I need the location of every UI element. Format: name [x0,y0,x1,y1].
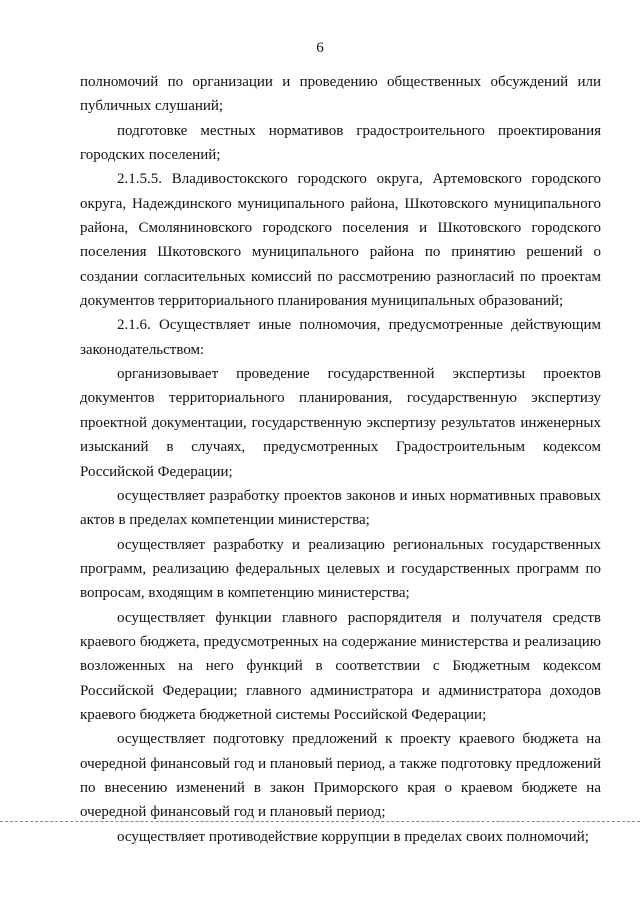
document-body [80,70,601,849]
paragraph-clause-2-1-6: 2.1.6. Осуществляет иные полномочия, предусмотренные действующим законодательством: [80,317,601,358]
paragraph-anti-corruption: осуществляет противодействие коррупции в пределах своих полномочий; [117,828,589,845]
paragraph-budget-proposals: осуществляет подготовку предложений к проекту краевого бюджета на очередной финансовый год и плановый период, а также подготовку предложений по внесению изменений в закон Приморского края о краевом бюджете на очередной финансовый год и плановый период; [80,731,601,821]
scan-dashed-line [0,821,640,822]
paragraph-continuation: полномочий по организации и проведению общественных обсуждений или публичных слушаний; [80,74,601,115]
paragraph-state-expertise: организовывает проведение государственной экспертизы проектов документов территориального планирования, государственную экспертизу проектной документации, государственную экспертизу результатов инженерных изысканий в случаях, предусмотренных Градостроительным кодексом Российской Федерации; [80,366,601,480]
page-number: 6 [316,40,324,56]
paragraph-draft-laws: осуществляет разработку проектов законов и иных нормативных правовых актов в пределах компетенции министерства; [80,487,601,529]
paragraph-urban-planning-norms: подготовке местных нормативов градостроительного проектирования городских поселений; [80,122,601,164]
paragraph-regional-programs: осуществляет разработку и реализацию региональных государственных программ, реализацию федеральных целевых и государственных программ по вопросам, входящим в компетенцию министерства; [80,536,601,602]
paragraph-clause-2-1-5-5: 2.1.5.5. Владивостокского городского округа, Артемовского городского округа, Надеждинского муниципального района, Шкотовского муниципального района, Смоляниновского городского поселения и Шкотовского городского поселения Шкотовского муниципального района по принятию решений о создании согласительных комиссий по рассмотрению разногласий по проектам документов территориального планирования муниципальных образований; [80,171,601,310]
paragraph-budget-functions: осуществляет функции главного распорядителя и получателя средств краевого бюджета, предусмотренных на содержание министерства и реализацию возложенных на него функций в соответствии с Бюджетным кодексом Российской Федерации; главного администратора и администратора доходов краевого бюджета бюджетной системы Российской Федерации; [80,609,601,723]
